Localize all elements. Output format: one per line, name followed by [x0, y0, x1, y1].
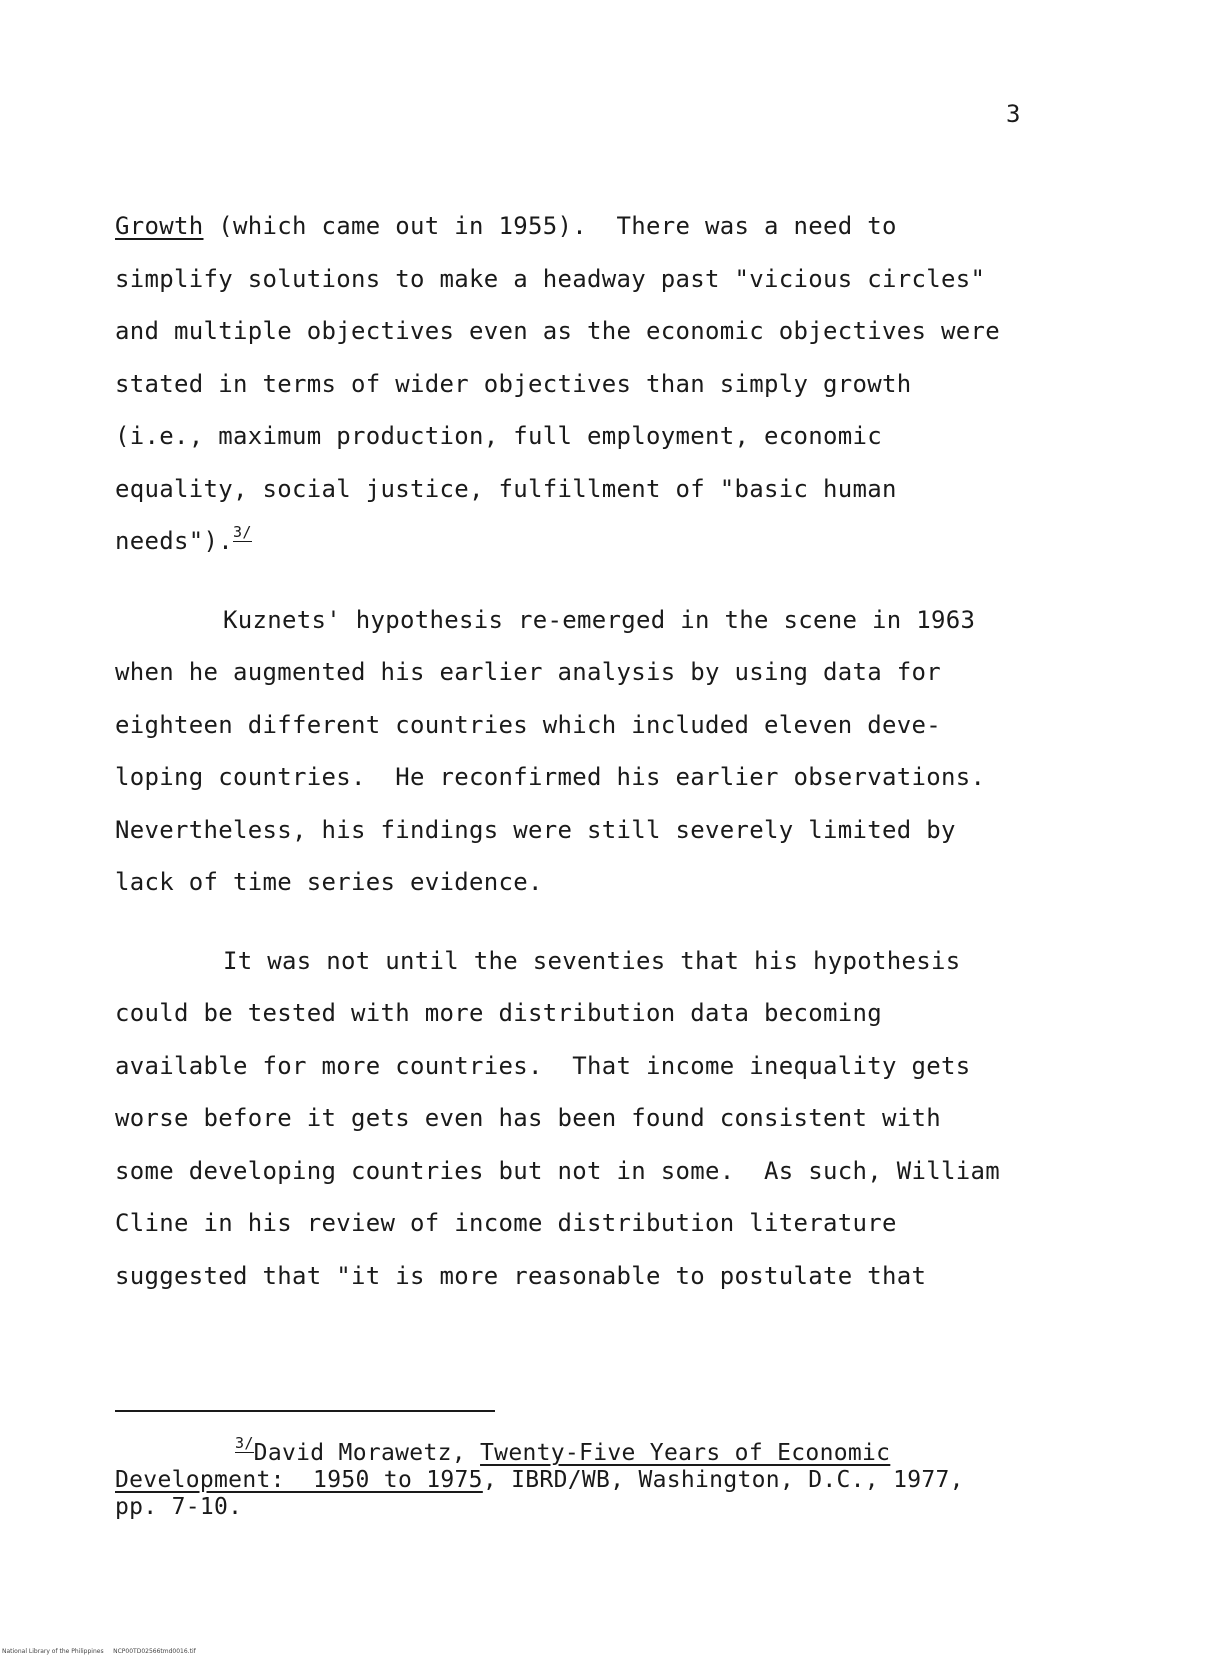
footnote-reference: 3/	[233, 523, 252, 541]
paragraph-3	[115, 935, 1115, 1303]
footnote	[115, 1434, 1115, 1521]
archive-stamp: National Library of the Philippines NCP00TD02566tmd0016.tif	[2, 1648, 196, 1655]
paragraph-3-line-7: suggested that "it is more reasonable to postulate that	[115, 1261, 927, 1290]
paragraph-1-line-6: equality, social justice, fulfillment of "basic human	[115, 474, 897, 503]
paragraph-1-line-3: and multiple objectives even as the economic objectives were	[115, 317, 1000, 345]
paragraph-1-line-7-text: needs").	[115, 527, 233, 555]
paragraph-1-line-7	[115, 515, 1115, 568]
footnote-line-1	[115, 1434, 1115, 1467]
footnote-line-3: pp. 7-10.	[115, 1494, 243, 1520]
paragraph-2-line-3: eighteen different countries which included eleven deve-	[115, 710, 941, 739]
paragraph-1-line-1-rest: (which came out in 1955). There was a need to	[203, 212, 897, 240]
paragraph-1	[115, 200, 1115, 568]
footnote-publisher: , IBRD/WB, Washington, D.C., 1977,	[482, 1467, 964, 1493]
paragraph-gap	[115, 568, 1115, 594]
footnote-book-title-part-2: Development: 1950 to 1975	[115, 1467, 483, 1493]
footnote-book-title-part-1: Twenty-Five Years of Economic	[480, 1440, 891, 1466]
paragraph-3-line-4: worse before it gets even has been found consistent with	[115, 1104, 941, 1132]
paragraph-1-line-2: simplify solutions to make a headway past "vicious circles"	[115, 264, 986, 293]
book-title-growth: Growth	[115, 212, 204, 240]
paragraph-2-line-5: Nevertheless, his findings were still severely limited by	[115, 815, 956, 844]
paragraph-1-line-5: (i.e., maximum production, full employment, economic	[115, 422, 882, 450]
body-text	[115, 200, 1115, 1302]
footnote-divider	[115, 1410, 495, 1412]
footnote-marker: 3/	[235, 1434, 254, 1452]
paragraph-1-line-1	[115, 200, 1115, 253]
paragraph-2-line-6: lack of time series evidence.	[115, 868, 543, 896]
footnote-author: David Morawetz,	[253, 1440, 481, 1466]
paragraph-2-line-1: Kuznets' hypothesis re-emerged in the scene in 1963	[223, 605, 976, 634]
paragraph-2-line-4: loping countries. He reconfirmed his earlier observations.	[115, 763, 986, 791]
paragraph-2-line-2: when he augmented his earlier analysis by using data for	[115, 658, 941, 686]
paragraph-3-line-3: available for more countries. That income inequality gets	[115, 1051, 971, 1080]
paragraph-3-line-1: It was not until the seventies that his hypothesis	[223, 946, 961, 975]
page-number: 3	[1006, 100, 1021, 128]
paragraph-3-line-2: could be tested with more distribution data becoming	[115, 999, 882, 1027]
paragraph-3-line-5: some developing countries but not in some. As such, William	[115, 1156, 1000, 1185]
footnote-line-2	[115, 1467, 1115, 1494]
paragraph-3-line-6: Cline in his review of income distribution literature	[115, 1209, 897, 1237]
paragraph-2	[115, 594, 1115, 909]
paragraph-gap	[115, 909, 1115, 935]
paragraph-1-line-4: stated in terms of wider objectives than simply growth	[115, 369, 912, 398]
